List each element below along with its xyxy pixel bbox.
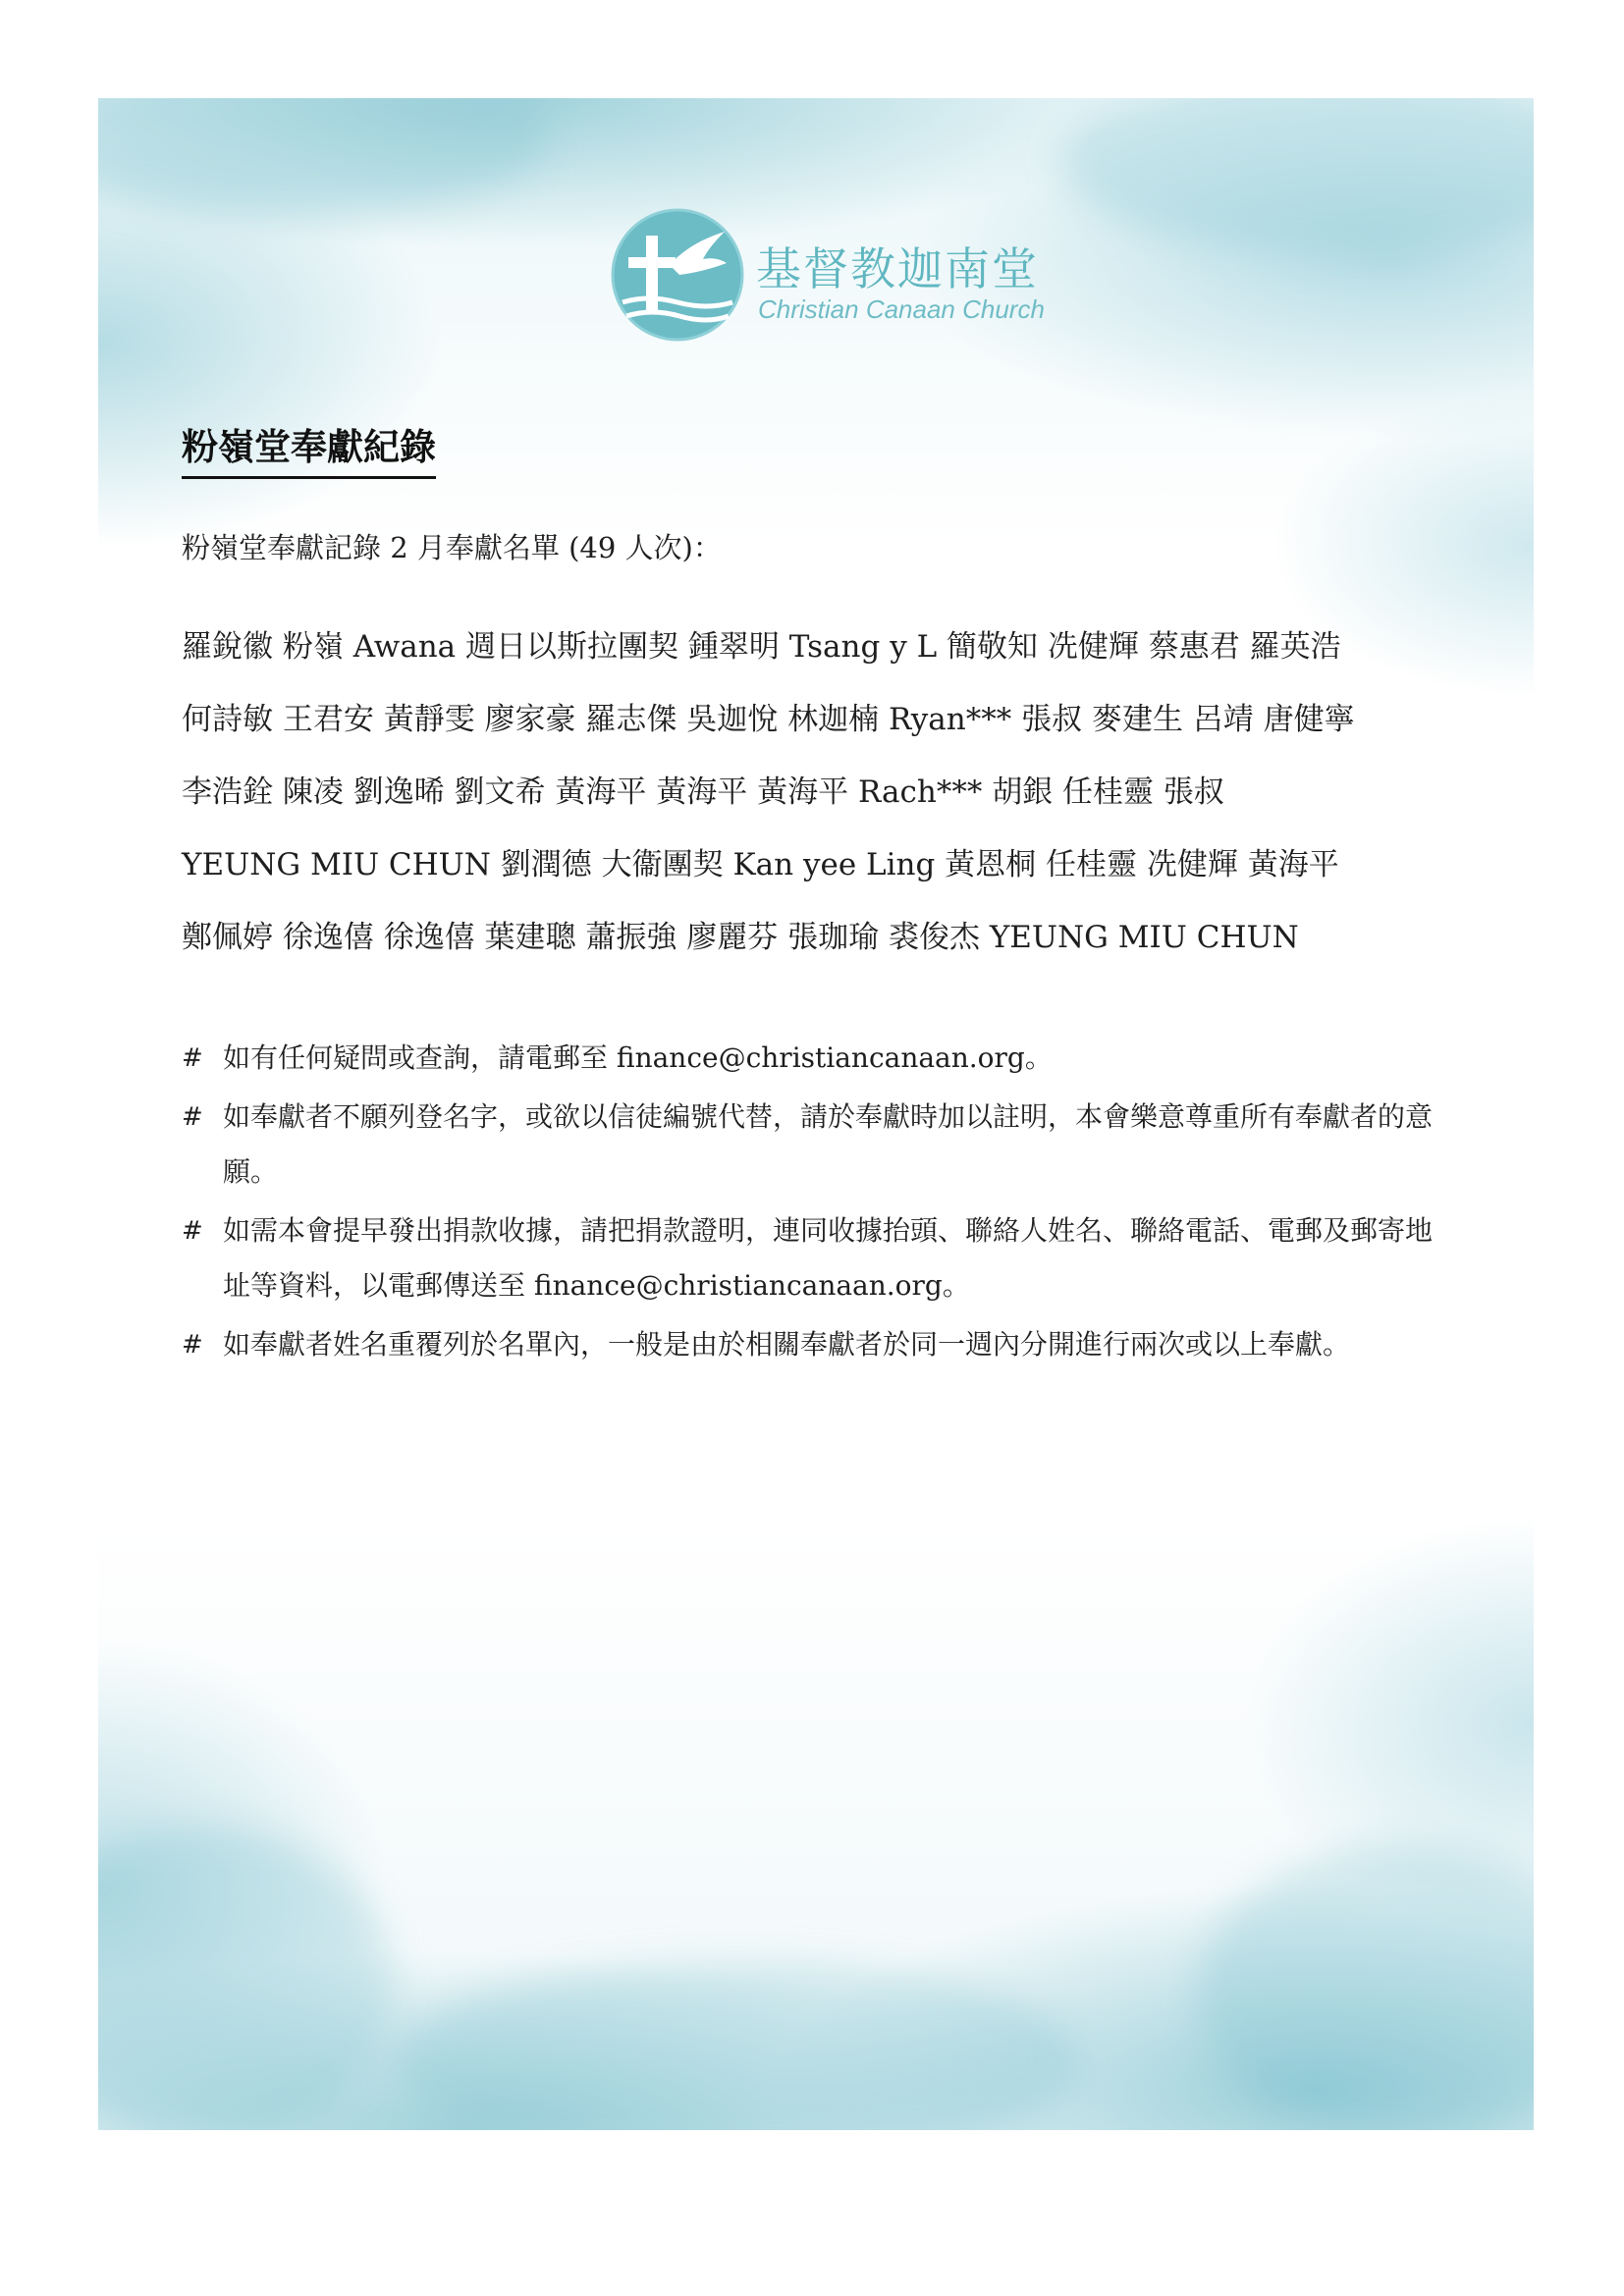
watercolor-wash: [393, 1963, 1080, 2130]
hash-bullet: #: [182, 1216, 203, 1246]
watercolor-wash: [98, 1826, 393, 2130]
church-logo: [609, 206, 1159, 353]
donor-name-line: 羅銳徽 粉嶺 Awana 週日以斯拉團契 鍾翠明 Tsang y L 簡敬知 冼健輝 蔡惠君 羅英浩: [182, 629, 1341, 665]
donor-name-line: YEUNG MIU CHUN 劉潤德 大衞團契 Kan yee Ling 黃恩桐 任桂靈 冼健輝 黃海平: [182, 847, 1339, 882]
hash-bullet: #: [182, 1330, 203, 1360]
note-text: 如有任何疑問或查詢，請電郵至 finance@christiancanaan.org。: [223, 1041, 1053, 1074]
hash-bullet: #: [182, 1102, 203, 1132]
watercolor-wash: [98, 98, 550, 216]
note-text: 如奉獻者不願列登名字，或欲以信徒編號代替，請於奉獻時加以註明，本會樂意尊重所有奉獻者的意願。: [223, 1100, 1434, 1188]
donor-name-list: [182, 611, 1488, 974]
offering-list-intro: 粉嶺堂奉獻記錄 2 月奉獻名單 (49 人次)：: [182, 531, 722, 564]
note-item: [182, 1031, 1458, 1086]
dove-cross-icon: [609, 206, 746, 344]
page-title: 粉嶺堂奉獻紀錄: [182, 417, 436, 479]
donor-name-line: 何詩敏 王君安 黃靜雯 廖家豪 羅志傑 吳迦悅 林迦楠 Ryan*** 張叔 麥建生 呂靖 唐健寧: [182, 702, 1355, 737]
church-name-english: Christian Canaan Church: [758, 294, 1045, 324]
hash-bullet: #: [182, 1043, 203, 1073]
donor-name-line: 李浩銓 陳凌 劉逸晞 劉文希 黃海平 黃海平 黃海平 Rach*** 胡銀 任桂靈 張叔: [182, 774, 1224, 810]
donor-name-line: 鄭佩婷 徐逸僖 徐逸僖 葉建聰 蕭振強 廖麗芬 張珈瑜 裘俊杰 YEUNG MIU CHUN: [182, 920, 1299, 955]
note-text: 如奉獻者姓名重覆列於名單內，一般是由於相關奉獻者於同一週內分開進行兩次或以上奉獻。: [223, 1328, 1351, 1361]
note-item: [182, 1090, 1458, 1200]
document-page: [98, 98, 1534, 2130]
note-item: [182, 1317, 1458, 1372]
church-name-chinese: 基督教迦南堂: [756, 242, 1039, 295]
notes-list: [182, 1031, 1458, 1376]
note-text: 如需本會提早發出捐款收據，請把捐款證明，連同收據抬頭、聯絡人姓名、聯絡電話、電郵及郵寄地址等資料，以電郵傳送至 finance@christiancanaan.org。: [223, 1214, 1434, 1302]
watercolor-wash: [1198, 1845, 1534, 2130]
note-item: [182, 1203, 1458, 1313]
